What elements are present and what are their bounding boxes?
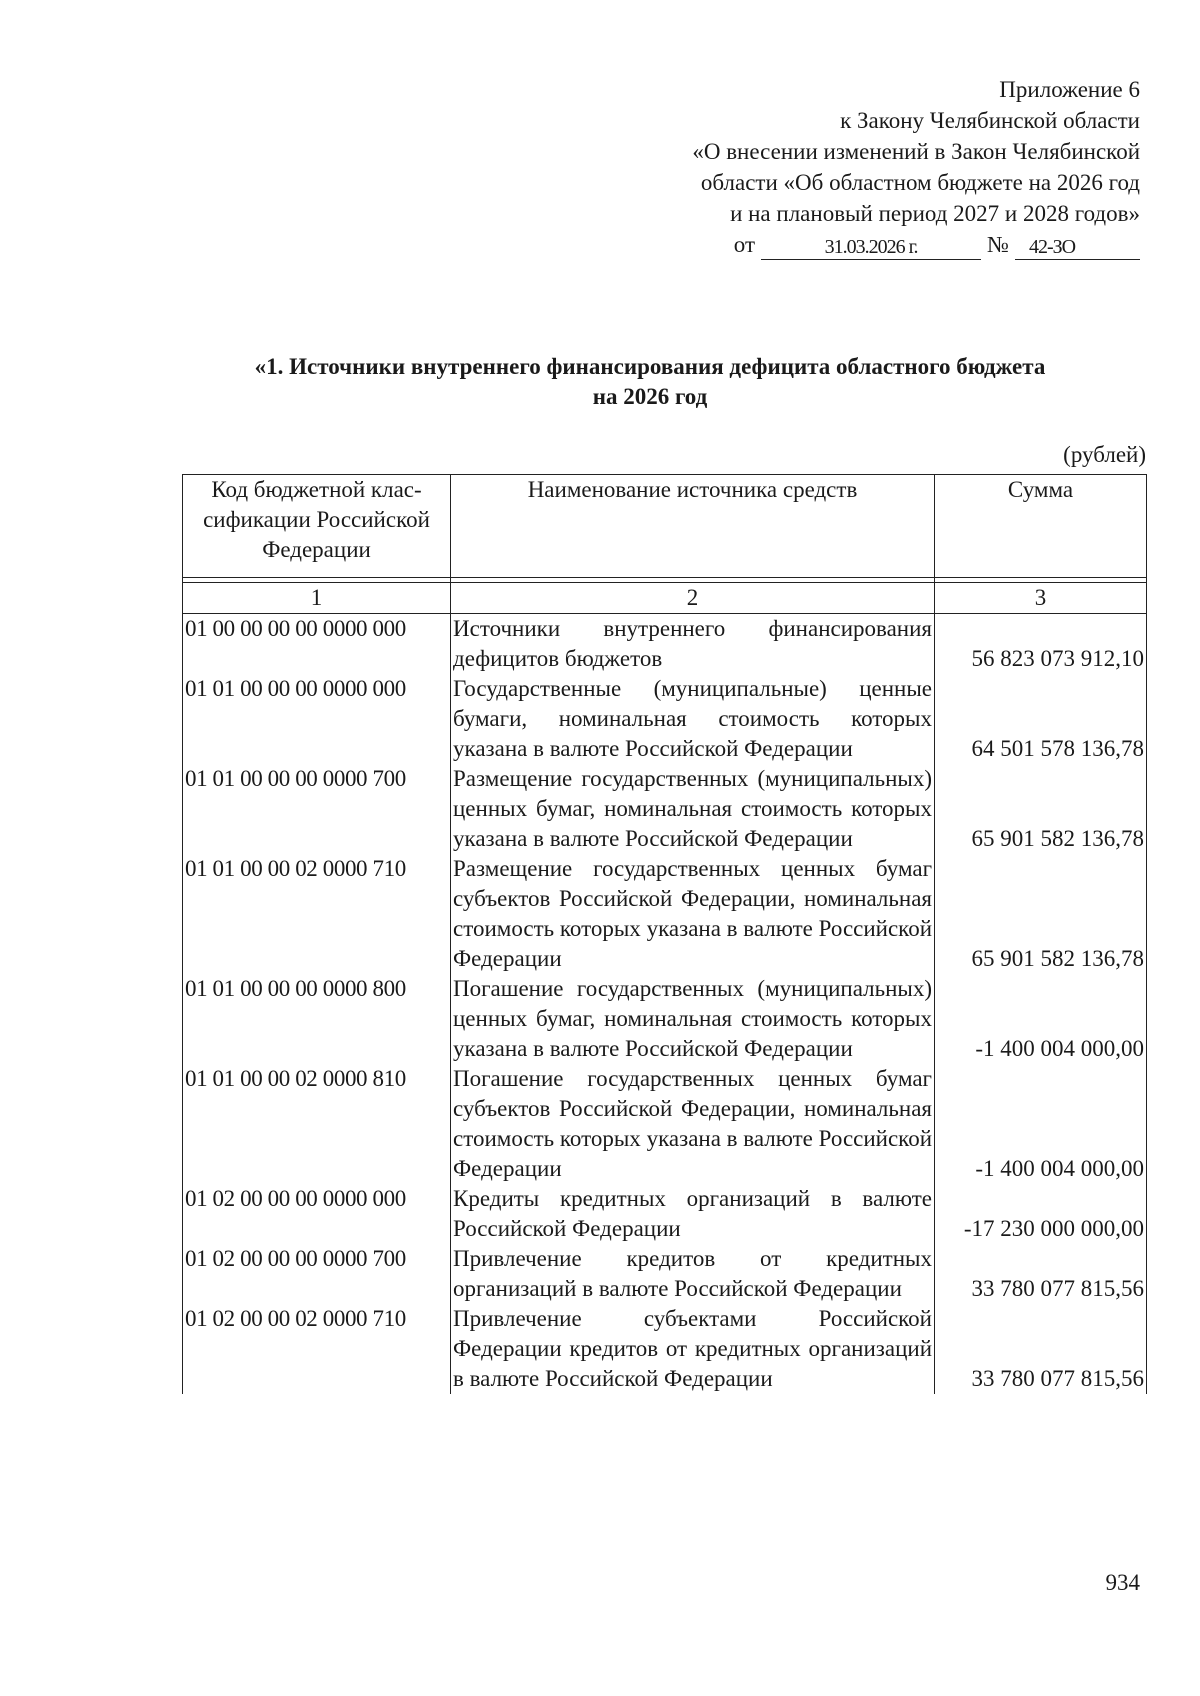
column-number-3: 3 bbox=[935, 583, 1147, 614]
table-row bbox=[183, 614, 1147, 675]
amount-cell: -1 400 004 000,00 bbox=[935, 1064, 1147, 1184]
law-number: 42-ЗО bbox=[1015, 235, 1140, 260]
table-row bbox=[183, 1064, 1147, 1184]
section-title-line-2: на 2026 год bbox=[592, 384, 708, 409]
appendix-law-ref: к Закону Челябинской области bbox=[840, 108, 1140, 133]
code-cell: 01 01 00 00 02 0000 810 bbox=[183, 1064, 451, 1184]
adoption-date: 31.03.2026 г. bbox=[761, 235, 981, 260]
adoption-line bbox=[580, 229, 1140, 260]
section-title bbox=[150, 352, 1150, 412]
header-name: Наименование источника средств bbox=[451, 475, 935, 578]
from-label: от bbox=[733, 232, 756, 257]
table-row bbox=[183, 854, 1147, 974]
table-row bbox=[183, 1184, 1147, 1244]
appendix-law-title-2: области «Об областном бюджете на 2026 год bbox=[700, 170, 1140, 195]
name-cell: Размещение государственных ценных бумаг субъектов Российской Федерации, номинальная стоимость которых указана в валюте Российской Федерации bbox=[451, 854, 935, 974]
appendix-law-title-3: и на плановый период 2027 и 2028 годов» bbox=[730, 201, 1140, 226]
header-code: Код бюджетной клас-сификации Российской Федерации bbox=[183, 475, 451, 578]
name-cell: Привлечение субъектами Российской Федерации кредитов от кредитных организаций в валюте Российской Федерации bbox=[451, 1304, 935, 1394]
section-title-line-1: «1. Источники внутреннего финансирования дефицита областного бюджета bbox=[254, 354, 1046, 379]
code-cell: 01 00 00 00 00 0000 000 bbox=[183, 614, 451, 675]
table-row bbox=[183, 1244, 1147, 1304]
code-cell: 01 02 00 00 02 0000 710 bbox=[183, 1304, 451, 1394]
column-number-2: 2 bbox=[451, 583, 935, 614]
table-header-row bbox=[183, 475, 1147, 578]
name-cell: Кредиты кредитных организаций в валюте Российской Федерации bbox=[451, 1184, 935, 1244]
page-number: 934 bbox=[1105, 1570, 1140, 1595]
column-number-1: 1 bbox=[183, 583, 451, 614]
number-label: № bbox=[987, 232, 1009, 257]
name-cell: Погашение государственных ценных бумаг субъектов Российской Федерации, номинальная стоимость которых указана в валюте Российской Федерации bbox=[451, 1064, 935, 1184]
amount-cell: 65 901 582 136,78 bbox=[935, 764, 1147, 854]
amount-cell: 65 901 582 136,78 bbox=[935, 854, 1147, 974]
table-row bbox=[183, 764, 1147, 854]
amount-cell: 33 780 077 815,56 bbox=[935, 1244, 1147, 1304]
code-cell: 01 01 00 00 00 0000 000 bbox=[183, 674, 451, 764]
code-cell: 01 01 00 00 02 0000 710 bbox=[183, 854, 451, 974]
code-cell: 01 01 00 00 00 0000 800 bbox=[183, 974, 451, 1064]
name-cell: Размещение государственных (муниципальных) ценных бумаг, номинальная стоимость которых указана в валюте Российской Федерации bbox=[451, 764, 935, 854]
column-number-row bbox=[183, 583, 1147, 614]
code-cell: 01 02 00 00 00 0000 000 bbox=[183, 1184, 451, 1244]
units-label: (рублей) bbox=[1063, 442, 1146, 467]
table-row bbox=[183, 674, 1147, 764]
amount-cell: -17 230 000 000,00 bbox=[935, 1184, 1147, 1244]
code-cell: 01 01 00 00 00 0000 700 bbox=[183, 764, 451, 854]
amount-cell: -1 400 004 000,00 bbox=[935, 974, 1147, 1064]
table-row bbox=[183, 1304, 1147, 1394]
name-cell: Привлечение кредитов от кредитных организаций в валюте Российской Федерации bbox=[451, 1244, 935, 1304]
table-row bbox=[183, 974, 1147, 1064]
name-cell: Государственные (муниципальные) ценные бумаги, номинальная стоимость которых указана в валюте Российской Федерации bbox=[451, 674, 935, 764]
amount-cell: 33 780 077 815,56 bbox=[935, 1304, 1147, 1394]
appendix-number: Приложение 6 bbox=[999, 77, 1140, 102]
amount-cell: 64 501 578 136,78 bbox=[935, 674, 1147, 764]
appendix-header bbox=[580, 74, 1140, 260]
name-cell: Источники внутреннего финансирования дефицитов бюджетов bbox=[451, 614, 935, 675]
code-cell: 01 02 00 00 00 0000 700 bbox=[183, 1244, 451, 1304]
appendix-law-title-1: «О внесении изменений в Закон Челябинской bbox=[692, 139, 1140, 164]
header-amount: Сумма bbox=[935, 475, 1147, 578]
financing-sources-table bbox=[182, 474, 1147, 1394]
amount-cell: 56 823 073 912,10 bbox=[935, 614, 1147, 675]
name-cell: Погашение государственных (муниципальных) ценных бумаг, номинальная стоимость которых указана в валюте Российской Федерации bbox=[451, 974, 935, 1064]
